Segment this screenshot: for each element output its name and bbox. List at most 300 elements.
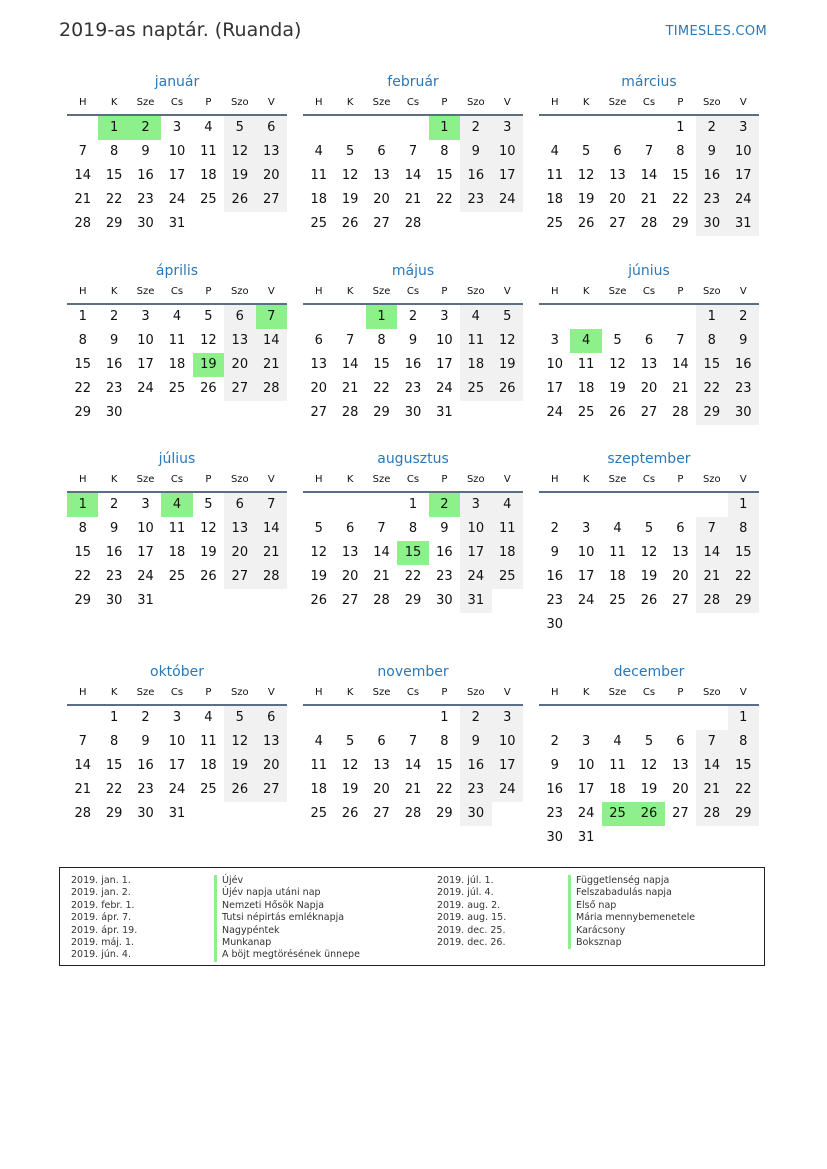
day-cell: 11 [168, 333, 186, 348]
day-cell: 15 [436, 758, 453, 773]
empty-cell [570, 706, 601, 730]
day-cell: 16 [546, 569, 563, 584]
day-cell: 25 [577, 405, 595, 420]
day-cell: 12 [200, 333, 217, 348]
day-cell: 26 [224, 188, 255, 212]
day-cell: 25 [200, 782, 217, 797]
day-cell: 7 [408, 144, 418, 159]
month-block [67, 261, 287, 425]
legend-date: 2019. ápr. 7. [71, 912, 132, 924]
day-cell: 29 [105, 806, 123, 821]
day-cell: 20 [373, 192, 390, 207]
day-cell: 5 [224, 706, 255, 730]
empty-cell [334, 493, 365, 517]
day-cell: 22 [105, 192, 123, 207]
day-cell: 15 [105, 168, 123, 183]
day-cell: 7 [78, 144, 87, 159]
day-cell: 7 [345, 333, 355, 348]
day-cell: 30 [105, 405, 123, 420]
day-cell: 22 [728, 778, 759, 802]
day-cell: 27 [609, 216, 626, 231]
day-cell: 25 [546, 216, 563, 231]
day-cell: 5 [345, 144, 355, 159]
weekday-label: H [314, 286, 323, 297]
day-cell: 8 [109, 734, 119, 749]
holiday-day-cell: 25 [602, 802, 633, 826]
day-cell: 22 [436, 782, 453, 797]
day-cell: 7 [644, 144, 654, 159]
weekday-label: K [346, 687, 354, 698]
weekday-label: Cs [406, 474, 420, 485]
weekday-label: K [582, 97, 590, 108]
day-cell: 18 [200, 168, 217, 183]
legend-holiday-name: Karácsony [568, 925, 695, 937]
weekday-label: V [267, 474, 275, 485]
day-cell: 4 [613, 734, 622, 749]
day-cell: 29 [728, 802, 759, 826]
month-name: november [377, 664, 449, 680]
day-cell: 24 [137, 569, 154, 584]
empty-cell [633, 493, 664, 517]
empty-cell [303, 116, 334, 140]
day-cell: 13 [256, 140, 287, 164]
day-cell: 15 [728, 541, 759, 565]
day-cell: 8 [78, 333, 87, 348]
day-cell: 18 [546, 192, 563, 207]
day-cell: 8 [728, 517, 759, 541]
day-cell: 27 [224, 377, 255, 401]
weekday-label: Szo [702, 474, 721, 485]
day-cell: 9 [141, 734, 150, 749]
weekday-header [67, 684, 287, 706]
month-block [303, 72, 523, 236]
day-cell: 19 [609, 381, 626, 396]
day-cell: 18 [609, 569, 626, 584]
day-cell: 22 [728, 565, 759, 589]
month-name: december [613, 664, 685, 680]
day-cell: 10 [137, 333, 154, 348]
day-cell: 25 [460, 377, 491, 401]
empty-cell [696, 706, 727, 730]
empty-cell [539, 305, 570, 329]
day-cell: 9 [550, 758, 559, 773]
day-cell: 17 [577, 569, 595, 584]
day-cell: 17 [168, 168, 186, 183]
weekday-label: P [205, 286, 212, 297]
day-cell: 8 [109, 144, 119, 159]
day-cell: 17 [728, 164, 759, 188]
weekday-label: Sze [136, 474, 155, 485]
weekday-label: K [582, 687, 590, 698]
day-cell: 24 [168, 192, 186, 207]
day-cell: 16 [460, 164, 491, 188]
day-cell: 19 [224, 164, 255, 188]
empty-cell [602, 706, 633, 730]
weekday-label: V [739, 474, 747, 485]
empty-cell [303, 706, 334, 730]
legend-date: 2019. jan. 1. [71, 875, 131, 886]
day-cell: 17 [492, 164, 523, 188]
weekday-label: H [550, 97, 559, 108]
day-grid [67, 116, 287, 236]
day-cell: 14 [74, 758, 91, 773]
empty-cell [602, 493, 633, 517]
day-cell: 7 [78, 734, 87, 749]
day-cell: 7 [696, 730, 727, 754]
legend-date: 2019. dec. 26. [437, 936, 506, 948]
day-cell: 23 [137, 192, 154, 207]
day-cell: 23 [105, 381, 123, 396]
weekday-header [539, 283, 759, 305]
day-cell: 17 [168, 758, 186, 773]
empty-cell [366, 493, 397, 517]
day-grid [539, 493, 759, 637]
day-cell: 28 [256, 377, 287, 401]
day-cell: 19 [200, 545, 217, 560]
legend-holiday-name: Mária mennybemenetele [568, 912, 695, 924]
day-cell: 6 [644, 333, 654, 348]
day-cell: 18 [609, 782, 626, 797]
day-cell: 16 [546, 782, 563, 797]
day-cell: 2 [550, 734, 559, 749]
day-cell: 11 [609, 758, 626, 773]
day-cell: 11 [609, 545, 626, 560]
day-cell: 11 [577, 357, 595, 372]
day-cell: 12 [341, 758, 359, 773]
month-name: január [154, 74, 200, 90]
day-cell: 30 [404, 405, 422, 420]
weekday-label: H [78, 474, 87, 485]
day-cell: 13 [341, 545, 359, 560]
day-cell: 10 [168, 734, 186, 749]
day-cell: 1 [676, 120, 685, 135]
day-cell: 9 [408, 333, 418, 348]
legend-date: 2019. jún. 4. [71, 949, 132, 961]
day-cell: 21 [404, 782, 422, 797]
day-cell: 21 [404, 192, 422, 207]
weekday-label: P [441, 474, 448, 485]
day-cell: 31 [137, 593, 154, 608]
day-cell: 15 [373, 357, 390, 372]
day-cell: 29 [696, 401, 727, 425]
empty-cell [570, 305, 601, 329]
day-cell: 2 [460, 116, 491, 140]
weekday-header [539, 94, 759, 116]
day-cell: 17 [460, 541, 491, 565]
legend-holiday-name: A böjt megtörésének ünnepe [214, 949, 360, 961]
day-cell: 20 [609, 192, 626, 207]
day-cell: 16 [460, 754, 491, 778]
weekday-label: K [110, 687, 118, 698]
weekday-label: Sze [372, 687, 391, 698]
legend-holiday-name: Munkanap [214, 937, 360, 949]
day-cell: 9 [109, 521, 119, 536]
weekday-label: P [205, 687, 212, 698]
empty-cell [366, 706, 397, 730]
day-cell: 30 [460, 802, 491, 826]
day-cell: 3 [172, 120, 182, 135]
day-cell: 27 [310, 405, 327, 420]
day-cell: 28 [74, 216, 91, 231]
day-cell: 12 [200, 521, 217, 536]
day-cell: 28 [696, 802, 727, 826]
day-cell: 19 [640, 782, 658, 797]
day-cell: 6 [676, 521, 685, 536]
legend-date: 2019. febr. 1. [71, 899, 135, 911]
day-cell: 22 [74, 381, 91, 396]
weekday-label: H [550, 474, 559, 485]
day-cell: 20 [640, 381, 658, 396]
day-cell: 9 [460, 140, 491, 164]
day-cell: 4 [314, 144, 323, 159]
weekday-label: P [677, 474, 684, 485]
day-cell: 28 [373, 593, 390, 608]
weekday-header [539, 684, 759, 706]
day-cell: 13 [672, 758, 689, 773]
weekday-label: Szo [466, 687, 485, 698]
holiday-day-cell: 4 [570, 329, 601, 353]
day-cell: 4 [460, 305, 491, 329]
day-cell: 18 [168, 357, 186, 372]
day-grid [67, 706, 287, 826]
empty-cell [570, 493, 601, 517]
day-cell: 14 [404, 758, 422, 773]
day-cell: 20 [672, 569, 689, 584]
day-cell: 26 [640, 593, 658, 608]
day-cell: 12 [492, 329, 523, 353]
weekday-label: H [314, 97, 323, 108]
day-cell: 11 [200, 734, 217, 749]
day-cell: 6 [377, 144, 386, 159]
month-name: április [155, 263, 199, 279]
weekday-label: Szo [230, 286, 249, 297]
empty-cell [665, 493, 696, 517]
weekday-label: Szo [702, 97, 721, 108]
day-cell: 26 [200, 381, 217, 396]
day-cell: 20 [224, 541, 255, 565]
legend-dates-right [437, 875, 506, 949]
day-cell: 27 [256, 188, 287, 212]
day-cell: 10 [577, 545, 595, 560]
weekday-label: P [441, 286, 448, 297]
day-cell: 23 [696, 188, 727, 212]
day-cell: 1 [408, 497, 418, 512]
empty-cell [539, 116, 570, 140]
day-cell: 25 [310, 806, 327, 821]
weekday-label: Sze [136, 286, 155, 297]
month-name: május [391, 263, 435, 279]
day-cell: 30 [137, 806, 154, 821]
day-cell: 21 [672, 381, 689, 396]
empty-cell [303, 493, 334, 517]
day-cell: 2 [109, 309, 119, 324]
day-cell: 10 [546, 357, 563, 372]
weekday-label: H [550, 286, 559, 297]
weekday-label: Sze [608, 97, 627, 108]
holiday-day-cell: 2 [130, 116, 161, 140]
day-cell: 19 [640, 569, 658, 584]
weekday-label: Sze [608, 286, 627, 297]
day-cell: 7 [377, 521, 386, 536]
day-cell: 29 [728, 589, 759, 613]
day-cell: 2 [696, 116, 727, 140]
weekday-label: H [78, 687, 87, 698]
day-cell: 14 [696, 754, 727, 778]
day-cell: 4 [314, 734, 323, 749]
weekday-header [67, 94, 287, 116]
holiday-day-cell: 7 [256, 305, 287, 329]
day-cell: 5 [314, 521, 323, 536]
day-cell: 16 [696, 164, 727, 188]
day-cell: 13 [640, 357, 658, 372]
day-cell: 3 [581, 734, 591, 749]
month-name: február [387, 74, 439, 90]
legend-date: 2019. ápr. 19. [71, 924, 138, 936]
legend-date: 2019. júl. 1. [437, 875, 494, 886]
weekday-header [303, 684, 523, 706]
day-cell: 21 [74, 782, 91, 797]
day-cell: 19 [492, 353, 523, 377]
day-cell: 15 [672, 168, 689, 183]
day-cell: 22 [404, 569, 422, 584]
day-cell: 17 [492, 754, 523, 778]
weekday-label: K [346, 97, 354, 108]
day-cell: 29 [74, 593, 91, 608]
day-cell: 11 [546, 168, 563, 183]
empty-cell [633, 305, 664, 329]
weekday-label: K [346, 286, 354, 297]
weekday-label: Szo [230, 687, 249, 698]
day-cell: 13 [224, 329, 255, 353]
day-cell: 19 [341, 782, 359, 797]
empty-cell [633, 706, 664, 730]
weekday-label: Sze [136, 687, 155, 698]
legend-holiday-name: Boksznap [568, 937, 695, 949]
empty-cell [67, 116, 98, 140]
day-cell: 3 [172, 710, 182, 725]
weekday-label: Cs [406, 286, 420, 297]
day-cell: 18 [460, 353, 491, 377]
day-cell: 13 [672, 545, 689, 560]
day-cell: 9 [460, 730, 491, 754]
legend-names-right [568, 875, 695, 949]
day-cell: 15 [696, 353, 727, 377]
legend-date: 2019. máj. 1. [71, 936, 135, 948]
day-cell: 25 [492, 565, 523, 589]
day-cell: 26 [577, 216, 595, 231]
day-cell: 27 [672, 593, 689, 608]
weekday-label: H [78, 97, 87, 108]
day-cell: 5 [581, 144, 591, 159]
day-cell: 23 [546, 806, 563, 821]
day-cell: 29 [373, 405, 390, 420]
weekday-label: K [110, 474, 118, 485]
day-cell: 8 [728, 730, 759, 754]
day-cell: 13 [373, 758, 390, 773]
day-grid [539, 305, 759, 425]
day-cell: 19 [224, 754, 255, 778]
day-cell: 1 [78, 309, 87, 324]
day-cell: 12 [224, 140, 255, 164]
day-cell: 3 [581, 521, 591, 536]
month-block [539, 261, 759, 425]
day-cell: 6 [345, 521, 355, 536]
weekday-label: Szo [230, 97, 249, 108]
holiday-day-cell: 2 [429, 493, 460, 517]
legend-date: 2019. júl. 4. [437, 887, 494, 899]
day-cell: 10 [577, 758, 595, 773]
day-cell: 3 [550, 333, 559, 348]
day-cell: 13 [373, 168, 390, 183]
month-name: július [158, 451, 196, 467]
brand-logo[interactable]: TIMESLES.COM [665, 24, 767, 39]
day-cell: 29 [105, 216, 123, 231]
day-cell: 5 [345, 734, 355, 749]
day-cell: 3 [440, 309, 449, 324]
day-cell: 9 [550, 545, 559, 560]
day-cell: 2 [728, 305, 759, 329]
weekday-label: Cs [170, 286, 184, 297]
weekday-label: Szo [702, 286, 721, 297]
empty-cell [334, 305, 365, 329]
weekday-label: H [78, 286, 87, 297]
day-cell: 1 [440, 710, 449, 725]
day-cell: 11 [460, 329, 491, 353]
day-cell: 11 [168, 521, 186, 536]
day-cell: 21 [640, 192, 658, 207]
empty-cell [602, 116, 633, 140]
day-cell: 4 [172, 309, 182, 324]
day-cell: 16 [105, 357, 123, 372]
day-cell: 26 [341, 806, 359, 821]
weekday-header [303, 94, 523, 116]
day-cell: 1 [109, 710, 119, 725]
day-cell: 12 [640, 758, 658, 773]
day-cell: 28 [696, 589, 727, 613]
weekday-label: V [267, 687, 275, 698]
day-cell: 13 [224, 517, 255, 541]
holiday-day-cell: 4 [161, 493, 192, 517]
legend-date: 2019. jan. 2. [71, 887, 131, 899]
day-cell: 24 [577, 806, 595, 821]
weekday-label: V [739, 286, 747, 297]
day-cell: 6 [224, 493, 255, 517]
day-cell: 10 [492, 140, 523, 164]
legend-holiday-name: Első nap [568, 900, 695, 912]
day-cell: 9 [728, 329, 759, 353]
day-cell: 21 [696, 565, 727, 589]
day-cell: 22 [672, 192, 689, 207]
day-cell: 11 [310, 168, 327, 183]
legend-dates-left [71, 875, 137, 962]
day-cell: 26 [224, 778, 255, 802]
weekday-label: V [739, 97, 747, 108]
weekday-label: K [582, 286, 590, 297]
day-cell: 3 [141, 497, 150, 512]
day-cell: 28 [640, 216, 658, 231]
empty-cell [366, 116, 397, 140]
weekday-label: Cs [170, 687, 184, 698]
day-cell: 23 [546, 593, 563, 608]
day-cell: 12 [609, 357, 626, 372]
day-cell: 6 [613, 144, 622, 159]
day-cell: 20 [256, 754, 287, 778]
day-cell: 24 [492, 778, 523, 802]
weekday-header [303, 471, 523, 493]
day-cell: 21 [256, 541, 287, 565]
month-block [539, 449, 759, 637]
weekday-label: Sze [608, 687, 627, 698]
